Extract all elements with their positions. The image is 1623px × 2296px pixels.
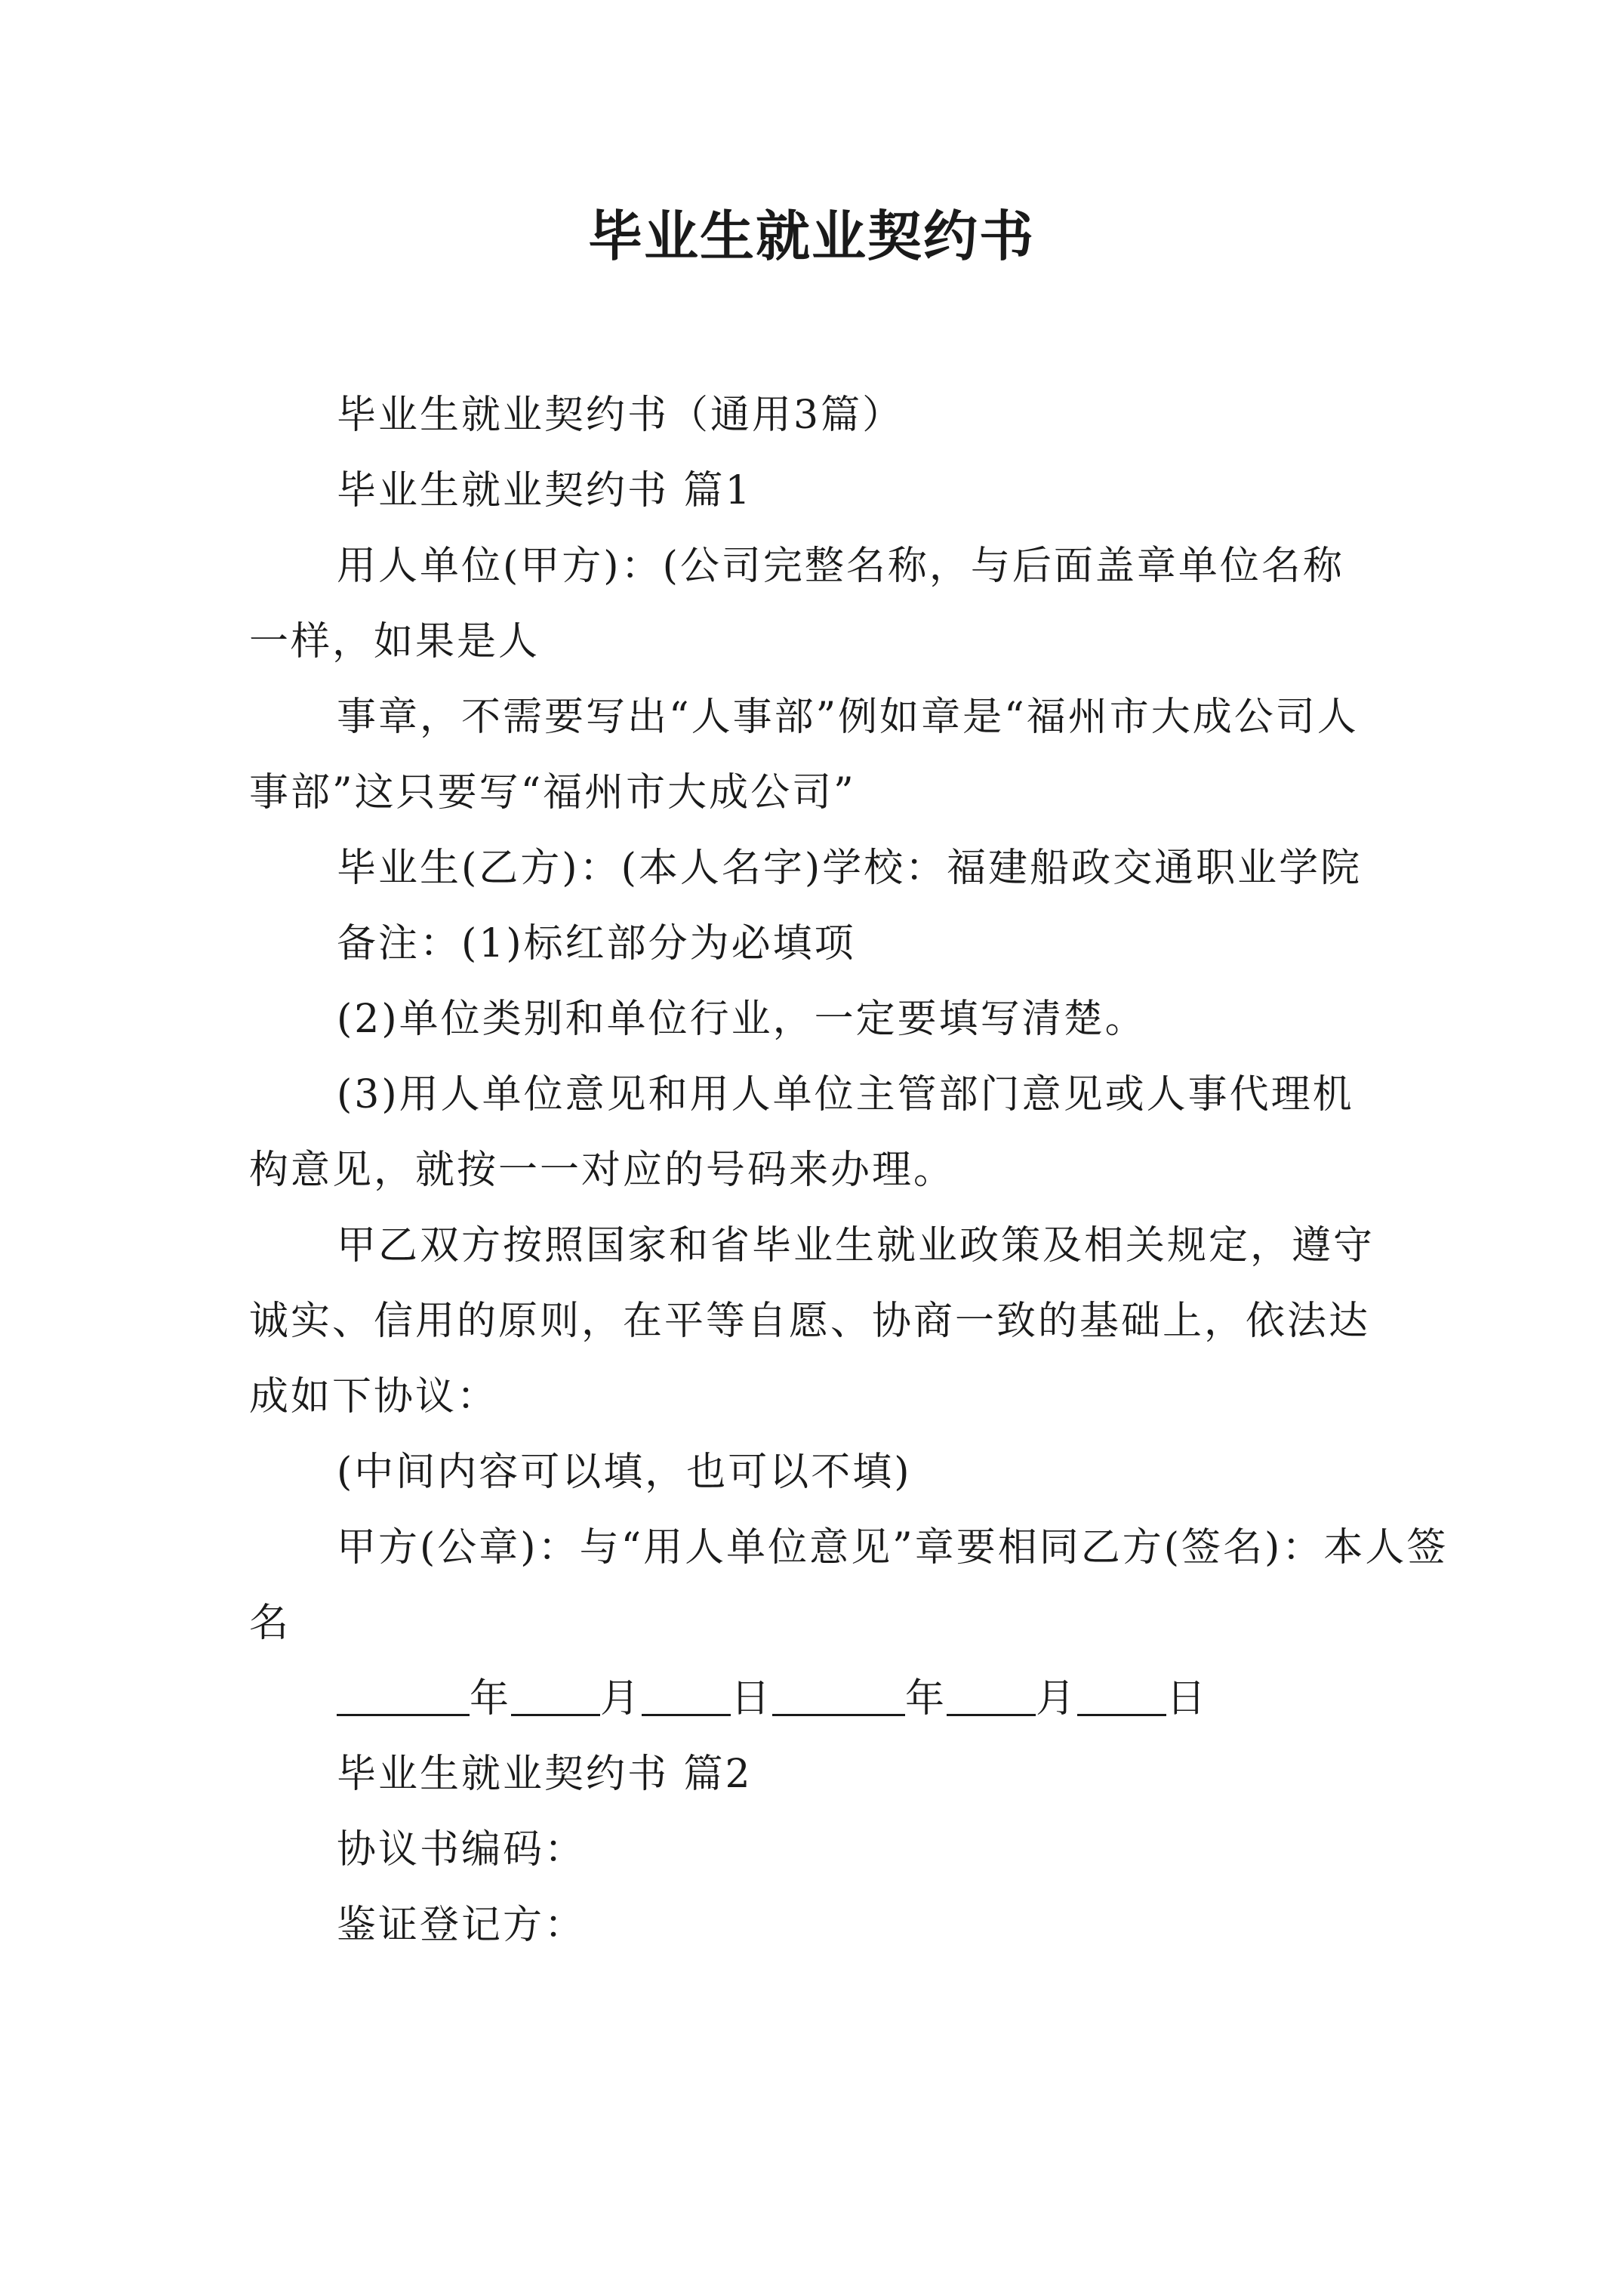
document-body [249,378,1449,1963]
paragraph-signatures: 甲方(公章)：与“用人单位意见”章要相同乙方(签名)：本人签名 [249,1525,1449,1646]
date-month-a: 月 [600,1676,642,1721]
blank-year-b [772,1675,905,1716]
document-title: 毕业生就业契约书 [587,204,1035,268]
date-day-b: 日 [1166,1676,1209,1721]
blank-month-a [511,1675,600,1716]
paragraph-seal-note: 事章，不需要写出“人事部”例如章是“福州市大成公司人事部”这只要写“福州市大成公司” [249,695,1359,815]
paragraph-note-2: (2)单位类别和单位行业，一定要填写清楚。 [337,997,1147,1042]
paragraph-note-3: (3)用人单位意见和用人单位主管部门意见或人事代理机构意见，就按一一对应的号码来办理。 [249,1072,1354,1193]
paragraph-middle-content: (中间内容可以填，也可以不填) [337,1450,912,1495]
paragraph-graduate: 毕业生(乙方)：(本人名字)学校：福建船政交通职业学院 [337,846,1363,891]
blank-day-a [642,1675,731,1716]
blank-year-a [337,1675,470,1716]
paragraph-section-1-heading: 毕业生就业契约书 篇1 [337,468,753,513]
date-day-a: 日 [731,1676,773,1721]
paragraph-employer: 用人单位(甲方)：(公司完整名称，与后面盖章单位名称一样，如果是人 [249,544,1344,664]
paragraph-section-2-heading: 毕业生就业契约书 篇2 [337,1752,753,1797]
date-line [249,1661,1381,1737]
date-year-b: 年 [905,1676,947,1721]
paragraph-agreement-code: 协议书编码： [337,1827,587,1872]
date-month-b: 月 [1036,1676,1078,1721]
blank-day-b [1077,1675,1166,1716]
paragraph-agreement: 甲乙双方按照国家和省毕业生就业政策及相关规定，遵守诚实、信用的原则，在平等自愿、协商一致的基础上，依法达成如下协议： [249,1223,1375,1419]
blank-month-b [947,1675,1036,1716]
paragraph-registrar: 鉴证登记方： [337,1903,587,1948]
paragraph-note-1: 备注：(1)标红部分为必填项 [337,921,856,966]
date-year-a: 年 [470,1676,512,1721]
paragraph-subtitle: 毕业生就业契约书（通用3篇） [337,393,904,438]
